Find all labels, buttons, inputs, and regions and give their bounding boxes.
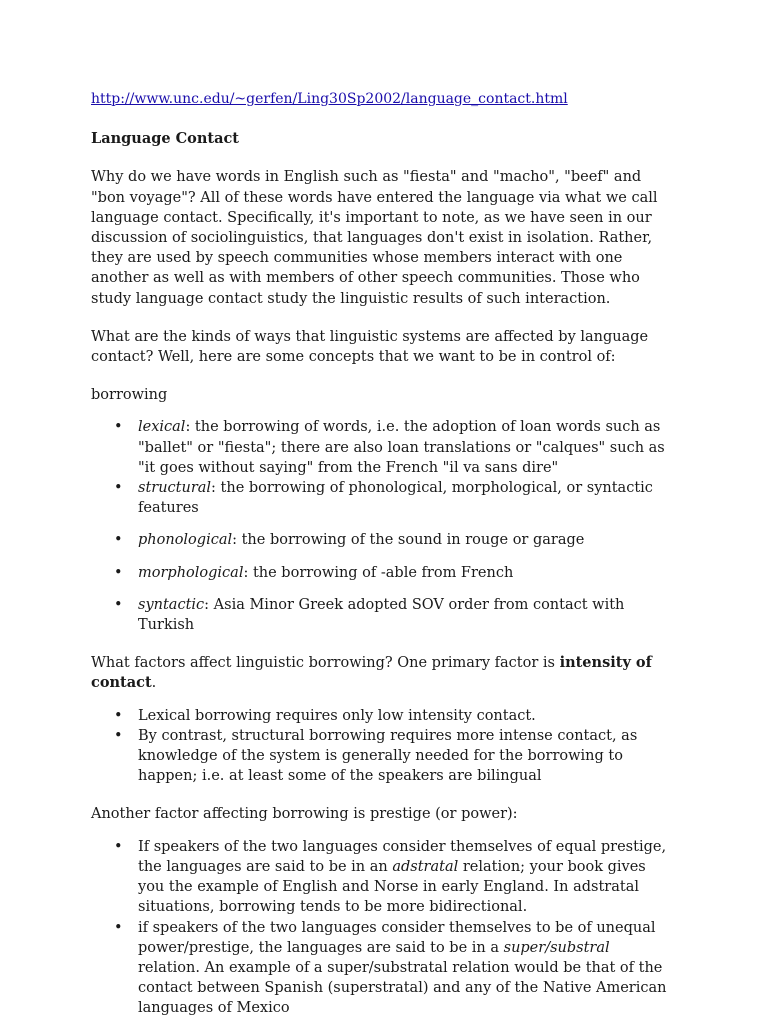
list-item-structural	[138, 478, 676, 518]
list-item-lexical	[138, 417, 676, 478]
adstratal-term: adstratal	[392, 858, 459, 875]
list-item-morphological	[138, 563, 676, 583]
factors-intro-text: What factors affect linguistic borrowing? One primary factor is	[91, 655, 560, 672]
term-morphological: morphological	[138, 564, 244, 581]
adstratal-text-end: relation; your book gives you the example of English and Norse in early England. In adstratal situations, borrowing tends to be more bidirectional.	[138, 858, 646, 916]
intro-paragraph: Why do we have words in English such as "fiesta" and "macho", "beef" and "bon voyage"? All of these words have entered the language via what we call language contact. Specifically, it's important to note, as we have seen in our discussion of sociolinguistics, that languages don't exist in isolation. Rather, they are used by speech communities whose members interact with one another as well as with members of other speech communities. Those who study language contact study the linguistic results of such interaction.	[91, 169, 658, 307]
factors-intro-bold: intensity of contact	[91, 654, 652, 692]
superstratal-text-start: if speakers of the two languages consider themselves to be of unequal power/prestige, the languages are said to be in a	[138, 919, 656, 956]
list-item-structural-intensity: • By contrast, structural borrowing requires more intense contact, as knowledge of the system is generally needed for the borrowing to happen; i.e. at least some of the speakers are bilingual	[138, 726, 676, 787]
borrowing-label: borrowing	[91, 387, 168, 404]
document-body	[91, 89, 676, 1019]
intensity-list	[91, 706, 676, 787]
list-item-adstratal	[138, 837, 676, 918]
borrowing-list	[91, 417, 676, 635]
term-phonological: phonological	[138, 532, 233, 549]
term-lexical: lexical	[138, 419, 186, 436]
factors-intro-end: .	[151, 675, 157, 692]
term-syntactic: syntactic	[138, 596, 205, 613]
term-structural: structural	[138, 480, 212, 497]
factors-intro-paragraph	[91, 653, 676, 693]
definition-structural: : the borrowing of phonological, morphological, or syntactic features	[138, 480, 653, 517]
page-title: Language Contact	[91, 130, 239, 148]
list-item-lexical-intensity: • Lexical borrowing requires only low intensity contact.	[138, 706, 676, 726]
definition-syntactic: : Asia Minor Greek adopted SOV order from contact with Turkish	[138, 596, 625, 634]
superstratal-text-end: relation. An example of a super/substratal relation would be that of the contact between Spanish (superstratal) and any of the Native American languages of Mexico	[138, 959, 667, 1017]
list-item-syntactic	[138, 595, 676, 635]
prestige-list	[91, 837, 676, 1019]
definition-morphological: : the borrowing of -able from French	[243, 564, 514, 581]
definition-lexical: : the borrowing of words, i.e. the adoption of loan words such as "ballet" or "fiesta"; there are also loan translations or "calques" such as "it goes without saying" from the French "il va sans dire"	[138, 419, 665, 476]
list-item-phonological	[138, 530, 676, 550]
adstratal-text-start: If speakers of the two languages consider themselves of equal prestige, the languages are said to be in an	[138, 838, 667, 875]
superstratal-term: super/substral	[503, 939, 610, 956]
list-item-superstratal	[138, 918, 676, 1019]
source-url-link[interactable]: http://www.unc.edu/~gerfen/Ling30Sp2002/language_contact.html	[91, 91, 568, 107]
definition-phonological: : the borrowing of the sound in rouge or garage	[232, 532, 585, 549]
prestige-intro-paragraph: Another factor affecting borrowing is prestige (or power):	[91, 806, 518, 823]
concepts-intro-paragraph: What are the kinds of ways that linguistic systems are affected by language contact? Well, here are some concepts that we want to be in control of:	[91, 328, 649, 366]
